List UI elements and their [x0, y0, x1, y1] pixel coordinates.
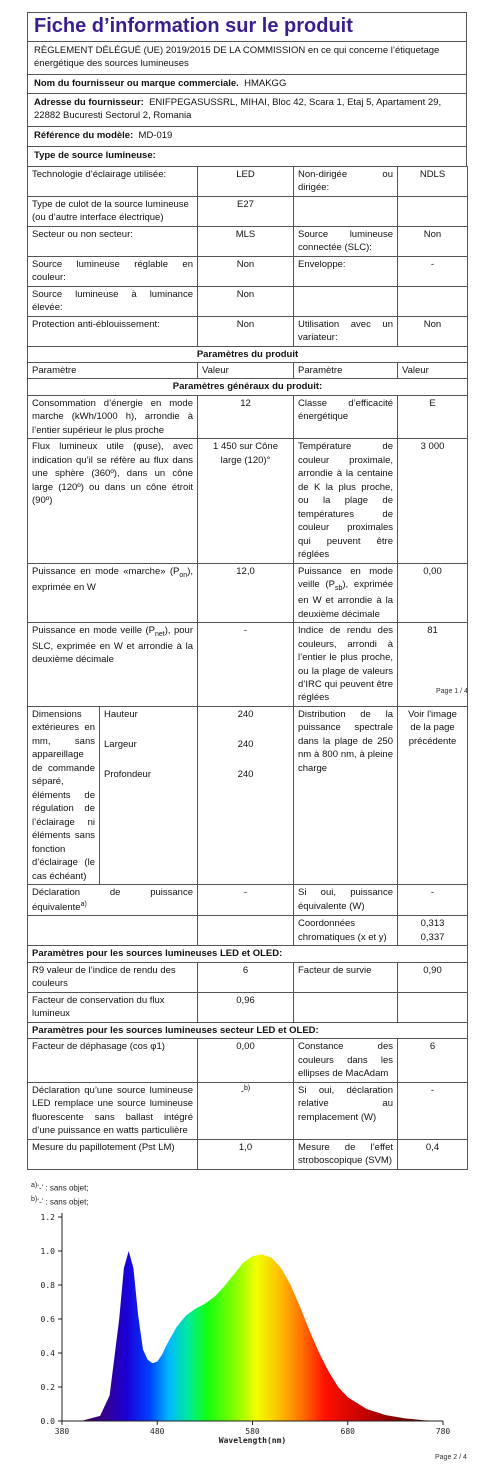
- table-row: [28, 1082, 468, 1139]
- table-row: [28, 395, 468, 438]
- x-tick-label: 580: [245, 1427, 260, 1436]
- y-tick-label: 1.0: [40, 1247, 55, 1256]
- width-label: Largeur: [100, 737, 198, 767]
- regulation-text: RÈGLEMENT DÉLÉGUÉ (UE) 2019/2015 DE LA COMMISSION en ce qui concerne l’étiquetage énergétique des sources lumineuses: [27, 41, 467, 74]
- table-row: [28, 916, 468, 946]
- table-row: [28, 286, 468, 316]
- standby-label-text: Puissance en mode veille (P: [298, 565, 393, 591]
- height-value: 240: [198, 706, 294, 737]
- chromaticity-value: [398, 916, 468, 946]
- cct-value: 3 000: [398, 439, 468, 563]
- table-row: [28, 623, 468, 707]
- section-row: [28, 946, 468, 962]
- dimensions-label: Dimensions extérieures en mm, sans appareillage de commande séparé, éléments de régulation de l’éclairage ni éléments sans fonction d’éclairage (le cas échéant): [28, 706, 100, 884]
- power-on-label: [28, 563, 198, 622]
- macadam-label: Constance des couleurs dans les ellipses de MacAdam: [294, 1039, 398, 1082]
- standby-subscript: sb: [334, 585, 343, 593]
- replacement-claim-label: Déclaration qu’une source lumineuse LED remplace une source lumineuse fluorescente sans ballast intégré d’une puissance en watts particulière: [28, 1082, 198, 1139]
- type-label: Technologie d’éclairage utilisée:: [28, 166, 198, 196]
- table-row: [28, 992, 468, 1022]
- type-label-2: Source lumineuse connectée (SLC):: [294, 226, 398, 256]
- standby-value: 0,00: [398, 563, 468, 622]
- y-tick-label: 0.6: [40, 1315, 55, 1324]
- address-row: [27, 93, 467, 126]
- survival-factor-value: 0,90: [398, 962, 468, 992]
- flicker-label: Mesure du papillotement (Pst LM): [28, 1139, 198, 1169]
- col-header-param-2: Paramètre: [294, 362, 398, 378]
- equivalent-power-label: [28, 885, 198, 916]
- consumption-value: 12: [198, 395, 294, 438]
- supplier-value: HMAKGG: [244, 77, 287, 89]
- power-factor-value: 0,00: [198, 1039, 294, 1082]
- table-row: [28, 706, 468, 737]
- product-params-title: Paramètres du produit: [28, 346, 468, 362]
- type-label-2: Utilisation avec un variateur:: [294, 316, 398, 346]
- spectral-distribution-value: Voir l'image de la page précédente: [398, 706, 468, 884]
- mains-params-title: Paramètres pour les sources lumineuses secteur LED et OLED:: [28, 1022, 468, 1038]
- type-value: Non: [198, 256, 294, 286]
- chromaticity-x: 0,313: [420, 918, 445, 930]
- empty-cell: [28, 916, 198, 946]
- general-params-title: Paramètres généraux du produit:: [28, 379, 468, 395]
- type-value-2: -: [398, 256, 468, 286]
- footnote-a: [31, 1181, 89, 1195]
- replacement-claim-value-text: -: [240, 1085, 244, 1097]
- section-row: [28, 379, 468, 395]
- cap-type-label: Type de culot de la source lumineuse: [32, 198, 189, 210]
- table-row: [28, 196, 468, 226]
- footnote-b-label: b): [31, 1195, 38, 1203]
- power-on-label-text: Puissance en mode «marche» (P: [32, 565, 180, 577]
- x-tick-label: 480: [150, 1427, 165, 1436]
- height-label: Hauteur: [100, 706, 198, 737]
- type-label: Source lumineuse réglable en couleur:: [28, 256, 198, 286]
- depth-label: Profondeur: [100, 767, 198, 885]
- type-value: Non: [198, 316, 294, 346]
- footnote-a-marker: a): [80, 900, 87, 908]
- efficiency-class-label: Classe d’efficacité énergétique: [294, 395, 398, 438]
- x-tick-label: 380: [54, 1427, 70, 1436]
- led-params-title: Paramètres pour les sources lumineuses LED et OLED:: [28, 946, 468, 962]
- y-tick-label: 0.4: [40, 1349, 55, 1358]
- empty-cell: [398, 992, 468, 1022]
- table-row: [28, 885, 468, 916]
- table-row: [28, 316, 468, 346]
- chromaticity-label: Coordonnées chromatiques (x et y): [294, 916, 398, 946]
- table-header-row: [28, 362, 468, 378]
- width-value: 240: [198, 737, 294, 767]
- table-row: [28, 226, 468, 256]
- x-tick-label: 680: [340, 1427, 355, 1436]
- equivalent-power-label-text: Déclaration de puissance équivalente: [32, 887, 193, 913]
- flux-label: Flux lumineux utile (φuse), avec indication qu’il se réfère au flux dans une sphère (360º), dans un cône large (120º) ou dans un cône étroit (90º): [28, 439, 198, 563]
- y-tick-label: 0.2: [40, 1383, 55, 1392]
- table-row: [28, 256, 468, 286]
- power-factor-label: Facteur de déphasage (cos φ1): [28, 1039, 198, 1082]
- networked-standby-label-end: ), pour SLC, exprimée en W et arrondie à la deuxième décimale: [32, 625, 193, 666]
- type-value-2: Non: [398, 316, 468, 346]
- equivalent-watt-value: -: [398, 885, 468, 916]
- type-label-2: Non-dirigée ou dirigée:: [294, 166, 398, 196]
- x-tick-label: 780: [435, 1427, 451, 1436]
- type-value-2: [398, 286, 468, 316]
- power-on-subscript: on: [179, 571, 188, 579]
- flux-value: 1 450 sur Cône large (120)°: [198, 439, 294, 563]
- footnote-a-text: ‘-’ : sans objet;: [37, 1183, 89, 1193]
- product-information-sheet: [27, 12, 467, 1170]
- standby-label-end: ), exprimée en W et arrondie à la deuxième décimale: [298, 579, 393, 620]
- page-number-2: Page 2 / 4: [435, 1454, 467, 1461]
- type-value: E27: [198, 196, 294, 226]
- consumption-label: Consommation d’énergie en mode marche (kWh/1000 h), arrondie à l’entier supérieur le plus proche: [28, 395, 198, 438]
- table-row: [28, 1039, 468, 1082]
- type-label-2: Enveloppe:: [294, 256, 398, 286]
- address-value: ENIFPEGASUSSRL, MIHAI, Bloc 42, Scara 1, Etaj 5, Apartament 29, 22882 Bucuresti Sectorul 2, Romania: [34, 97, 442, 122]
- survival-factor-label: Facteur de survie: [294, 962, 398, 992]
- flux-maintenance-label: Facteur de conservation du flux lumineux: [28, 992, 198, 1022]
- y-tick-label: 1.2: [40, 1213, 55, 1222]
- col-header-value-2: Valeur: [398, 362, 468, 378]
- type-value-2: Non: [398, 226, 468, 256]
- table-row: [28, 962, 468, 992]
- table-row: [28, 1139, 468, 1169]
- networked-standby-label: [28, 623, 198, 707]
- spec-table: [27, 166, 468, 1170]
- table-row: [28, 439, 468, 563]
- networked-standby-label-text: Puissance en mode veille (P: [32, 625, 156, 637]
- cri-label: Indice de rendu des couleurs, arrondi à l’entier le plus proche, ou la plage de valeurs d’IRC qui peuvent être réglées: [294, 623, 398, 707]
- type-value: Non: [198, 286, 294, 316]
- type-label: [28, 196, 198, 226]
- page-number-1: Page 1 / 4: [436, 688, 468, 695]
- type-label-2: [294, 286, 398, 316]
- y-tick-label: 0.8: [40, 1281, 55, 1290]
- table-row: [28, 563, 468, 622]
- flicker-value: 1,0: [198, 1139, 294, 1169]
- cct-label: Température de couleur proximale, arrondie à la centaine de K la plus proche, ou la plage de températures de couleur proximales qui peuvent être réglées: [294, 439, 398, 563]
- spectral-distribution-label: Distribution de la puissance spectrale dans la plage de 250 nm à 800 nm, à pleine charge: [294, 706, 398, 884]
- flux-maintenance-value: 0,96: [198, 992, 294, 1022]
- type-label: Protection anti-éblouissement:: [28, 316, 198, 346]
- spectrum-area: [62, 1251, 443, 1421]
- type-value-2: [398, 196, 468, 226]
- table-row: [28, 166, 468, 196]
- power-on-value: 12,0: [198, 563, 294, 622]
- model-value: MD-019: [138, 130, 173, 142]
- title-box: [27, 12, 467, 41]
- cap-type-label-note: (ou d’autre interface électrique): [32, 212, 164, 224]
- address-label: Adresse du fournisseur:: [34, 97, 144, 109]
- footnote-b-text: ‘-’ : sans objet;: [37, 1197, 89, 1207]
- replacement-watt-value: -: [398, 1082, 468, 1139]
- efficiency-class-value: E: [398, 395, 468, 438]
- type-label: Source lumineuse à luminance élevée:: [28, 286, 198, 316]
- stroboscopic-value: 0,4: [398, 1139, 468, 1169]
- x-axis-label: Wavelength(nm): [218, 1436, 287, 1445]
- plot-area: [41, 1213, 451, 1445]
- footnote-a-label: a): [31, 1182, 38, 1189]
- replacement-claim-value: [198, 1082, 294, 1139]
- r9-label: R9 valeur de l’indice de rendu des couleurs: [28, 962, 198, 992]
- equivalent-power-value: -: [198, 885, 294, 916]
- type-label: Secteur ou non secteur:: [28, 226, 198, 256]
- spectral-power-chart: [0, 1205, 492, 1445]
- supplier-row: [27, 74, 467, 94]
- depth-value: 240: [198, 767, 294, 885]
- source-type-row: [27, 146, 467, 166]
- section-row: [28, 346, 468, 362]
- power-on-label-end: ), exprimée en W: [32, 565, 193, 593]
- col-header-value: Valeur: [198, 362, 294, 378]
- page-title: Fiche d’information sur le produit: [34, 15, 353, 37]
- model-label: Référence du modèle:: [34, 130, 134, 142]
- col-header-param: Paramètre: [28, 362, 198, 378]
- cri-value: 81: [398, 623, 468, 707]
- y-tick-label: 0.0: [40, 1417, 55, 1426]
- replacement-watt-label: Si oui, déclaration relative au remplacement (W): [294, 1082, 398, 1139]
- source-type-label: Type de source lumineuse:: [34, 149, 156, 161]
- standby-label: [294, 563, 398, 622]
- networked-standby-value: -: [198, 623, 294, 707]
- empty-cell: [294, 992, 398, 1022]
- type-value: MLS: [198, 226, 294, 256]
- chromaticity-y: 0,337: [420, 931, 445, 943]
- type-value: LED: [198, 166, 294, 196]
- footnote-b-marker: b): [243, 1084, 251, 1092]
- model-row: [27, 126, 467, 146]
- macadam-value: 6: [398, 1039, 468, 1082]
- equivalent-watt-label: Si oui, puissance équivalente (W): [294, 885, 398, 916]
- stroboscopic-label: Mesure de l’effet stroboscopique (SVM): [294, 1139, 398, 1169]
- supplier-label: Nom du fournisseur ou marque commerciale.: [34, 77, 239, 89]
- r9-value: 6: [198, 962, 294, 992]
- type-value-2: NDLS: [398, 166, 468, 196]
- type-label-2: [294, 196, 398, 226]
- networked-standby-subscript: net: [155, 630, 165, 638]
- empty-cell: [198, 916, 294, 946]
- section-row: [28, 1022, 468, 1038]
